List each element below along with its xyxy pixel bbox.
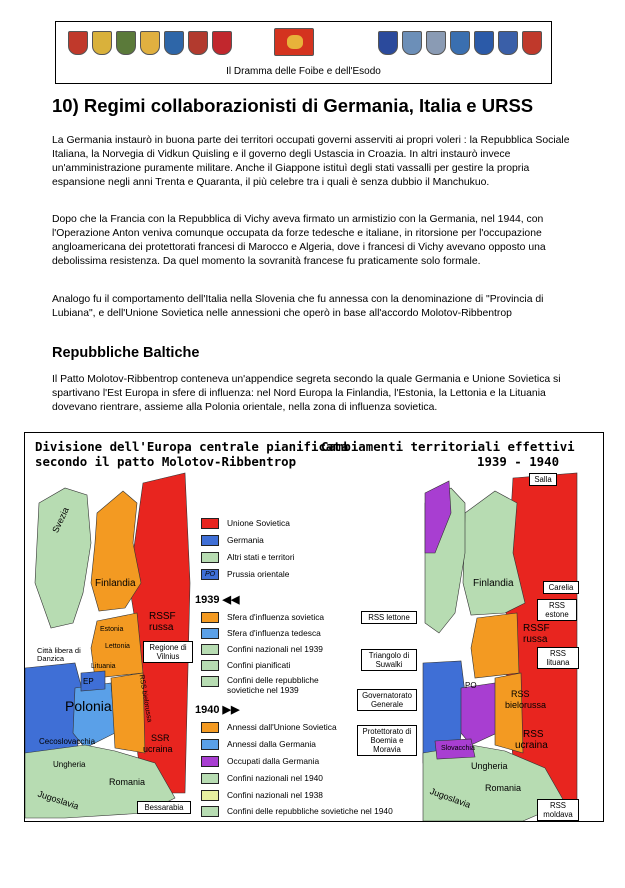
map-label: Slovacchia	[441, 745, 475, 752]
region-gen-gov	[461, 683, 497, 745]
left-map-title: Divisione dell'Europa centrale pianificata	[35, 439, 349, 454]
coat-of-arms-icon	[140, 31, 160, 55]
coat-of-arms-icon	[450, 31, 470, 55]
coat-of-arms-icon	[92, 31, 112, 55]
page-title: 10) Regimi collaborazionisti di Germania, Italia e URSS	[52, 95, 534, 116]
map-label: RSS	[523, 729, 544, 740]
map-label: Jugoslavia	[428, 786, 472, 810]
callout: RSS estone	[537, 599, 577, 621]
map-label: russa	[149, 622, 174, 633]
coat-of-arms-icon	[474, 31, 494, 55]
map-label: RSSF	[523, 623, 550, 634]
map-label: RSSF	[149, 611, 176, 622]
map-label: Ungheria	[53, 760, 86, 769]
map-label: Ungheria	[471, 761, 508, 771]
callout: Governatorato Generale	[357, 689, 417, 711]
coat-of-arms-icon	[164, 31, 184, 55]
header-banner	[55, 21, 552, 84]
map-label: ucraina	[143, 744, 173, 754]
coat-of-arms-icon	[522, 31, 542, 55]
callout: Protettorato di Boemia e Moravia	[357, 725, 417, 756]
map-label: Finlandia	[95, 578, 136, 589]
right-map-title: Cambiamenti territoriali effettivi	[321, 439, 575, 454]
site-title: Il Dramma delle Foibe e dell'Esodo	[226, 66, 381, 77]
coat-of-arms-icon	[378, 31, 398, 55]
map-label: Jugoslavia	[36, 788, 81, 812]
paragraph: Analogo fu il comportamento dell'Italia nella Slovenia che fu annessa con la denominazione di "Provincia di Lubiana", e dell'Unione Sovietica nelle annessioni che operò in base all'accordo Molotov-Ribbentrop	[52, 294, 544, 319]
coat-of-arms-icon	[68, 31, 88, 55]
region-finland	[91, 491, 141, 611]
map-label: ucraina	[515, 740, 548, 751]
callout: RSS lituana	[537, 647, 579, 669]
callout: Triangolo di Suwalki	[361, 649, 417, 671]
coat-of-arms-icon	[498, 31, 518, 55]
coat-of-arms-icon	[426, 31, 446, 55]
map-label: Svezia	[50, 505, 71, 535]
coat-of-arms-icon	[188, 31, 208, 55]
map-label: russa	[523, 634, 548, 645]
map-label: SSR	[151, 733, 170, 743]
map-label: RSS	[511, 689, 530, 699]
region-baltics	[471, 613, 519, 678]
map-label: Cecoslovacchia	[39, 737, 96, 746]
map-label: Città libera di Danzica	[37, 646, 81, 663]
paragraph: La Germania instaurò in buona parte dei territori occupati governi asserviti ai propri voleri : la Repubblica Sociale Italiana, la Norvegia di Vidkun Quisling e il governo degli Ustascia in Croazia. In altri instaurò invece un'amministrazione puramente militare. Anche il Giappone istituì degli stati vassalli per gestire la propria espansione negli anni Trenta e Quaranta, il più celebre tra i quali è senza dubbio il Manchukuo.	[52, 135, 570, 188]
legend-header-1939: 1939 ◀◀	[195, 594, 240, 606]
callout: Carelia	[543, 581, 579, 594]
callout: Salla	[529, 473, 557, 486]
section-heading: Repubbliche Baltiche	[52, 345, 200, 361]
map-label: Romania	[109, 777, 146, 787]
callout: Bessarabia	[137, 801, 191, 814]
right-map-subtitle: 1939 - 1940	[477, 454, 560, 469]
map-label: Romania	[485, 783, 522, 793]
callout: RSS lettone	[361, 611, 417, 624]
left-map-subtitle: secondo il patto Molotov-Ribbentrop	[35, 454, 297, 469]
callout: RSS moldava	[537, 799, 579, 821]
coat-of-arms-icon	[212, 31, 232, 55]
map-figure: Divisione dell'Europa centrale pianificata secondo il patto Molotov-Ribbentrop Cambiamenti territoriali effettivi 1939 - 1940 Unione Sovietica Germania Altri stati e territori PO Prussia orientale 1939 ◀◀ Sfera d'influenza sovietica Sfera d'influenza tedesca Confini nazionali nel 1939 Confini pianificati Confini delle repubbliche sovietiche nel 1939 1940 ▶▶ Annessi dall'Unione Sovietica Annessi dalla Germania Occupati dalla Germania Confini nazionali nel 1940 Confini nazionali nel 1938 Confini delle repubbliche sovietiche nel 1940 Svezia Finlandia Estonia Lettonia Lituania RSSF russa EP Polonia RSS bielorussa SSR ucraina Cecoslovacchia Ungheria Romania Jugoslavia Città libera di Danzica Regione di Vilnius Bessarabia Salla Finlandia Carelia RSS estone RSS lettone RSSF russa Triangolo di Suwalki RSS lituana PO Governatorato Generale RSS bielorussa Protettorato di Boemia e Moravia RSS ucraina Slovacchia Ungheria Romania Jugoslavia RSS moldava	[24, 432, 604, 822]
map-label: Polonia	[65, 698, 112, 714]
map-label: bielorussa	[505, 700, 547, 710]
paragraph: Il Patto Molotov-Ribbentrop conteneva un'appendice segreta secondo la quale Germania e Unione Sovietica si spartivano l'Est Europa in sfere di influenza: nel Nord Europa la Finlandia, l'Estonia, la Lettonia e la Lituania dovevano rientrare, assieme alla Polonia orientale, nella zona di influenza sovietica.	[52, 374, 561, 413]
map-label: EP	[83, 677, 94, 686]
paragraph: Dopo che la Francia con la Repubblica di Vichy aveva firmato un armistizio con la Germania, nel 1944, con l'Operazione Anton veniva comunque occupata da forze tedesche e italiane, in ritorsione per l'occupazione angloamericana dei protettorati francesi di Marocco e Algeria, dove i francesi di Vichy avevano opposto una debolissima resistenza. Da quel momento la sovranità francese fu praticamente solo formale.	[52, 214, 546, 267]
map-label: PO	[465, 681, 477, 690]
map-label: Lituania	[91, 663, 116, 670]
coat-of-arms-icon	[402, 31, 422, 55]
legend-header-1940: 1940 ▶▶	[195, 704, 240, 716]
map-label: Estonia	[100, 626, 124, 633]
map-label: RSS bielorussa	[137, 674, 153, 723]
venice-lion-flag-icon	[274, 28, 314, 56]
coat-of-arms-icon	[116, 31, 136, 55]
callout: Regione di Vilnius	[143, 641, 193, 663]
map-label: Finlandia	[473, 578, 514, 589]
map-label: Lettonia	[105, 643, 130, 650]
